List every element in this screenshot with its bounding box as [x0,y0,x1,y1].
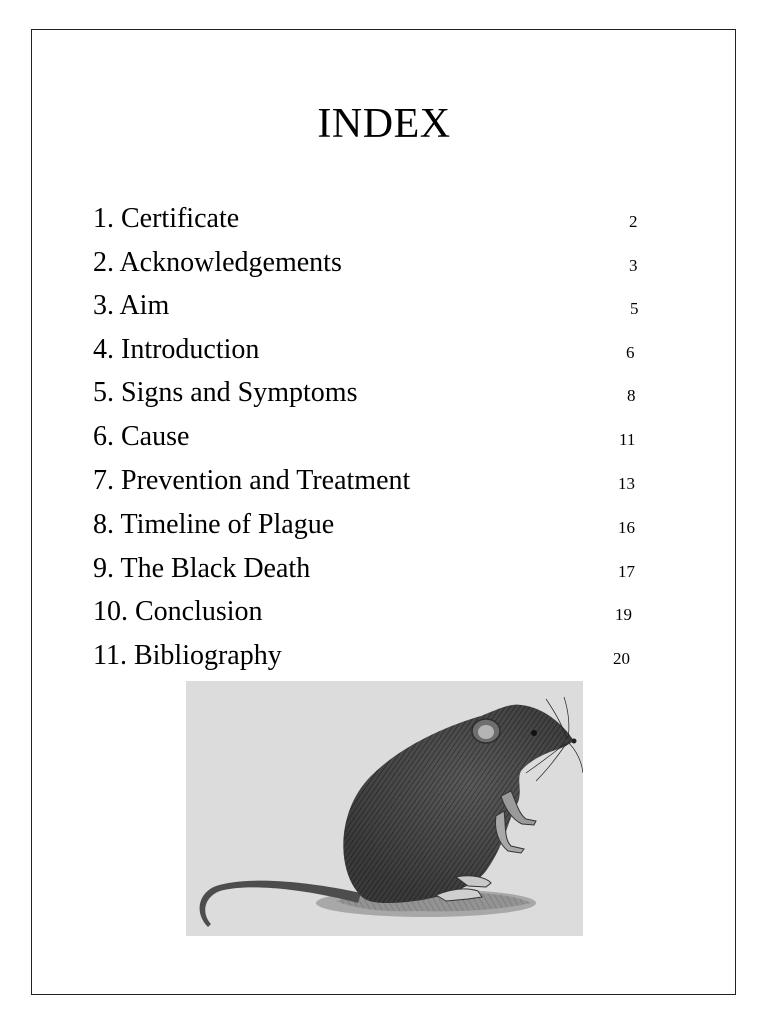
rat-engraving-icon [186,681,583,936]
toc-entry-introduction [93,327,653,367]
toc-entry-label: 7. Prevention and Treatment [93,465,411,496]
toc-entry-label: 1. Certificate [93,203,240,234]
toc-entry-certificate [93,196,653,236]
toc-entry-signs-and-symptoms [93,370,653,410]
toc-entry-conclusion [93,589,653,629]
toc-entry-page: 16 [618,518,635,537]
toc-entry-label: 8. Timeline of Plague [93,509,335,540]
toc-entry-page: 2 [629,212,638,231]
toc-entry-label: 4. Introduction [93,334,260,365]
toc-entry-cause [93,414,653,454]
toc-entry-label: 5. Signs and Symptoms [93,377,358,408]
toc-entry-label: 6. Cause [93,421,190,452]
toc-entry-page: 20 [613,649,630,668]
toc-entry-label: 10. Conclusion [93,596,263,627]
toc-entry-acknowledgements [93,240,653,280]
toc-entry-page: 13 [618,474,635,493]
toc-entry-label: 11. Bibliography [93,640,282,671]
toc-entry-page: 6 [626,343,635,362]
toc-entry-page: 3 [629,256,638,275]
toc-entry-label: 9. The Black Death [93,553,311,584]
page-title: INDEX [317,101,451,147]
toc-entry-timeline-of-plague [93,502,653,542]
toc-entry-bibliography [93,633,653,673]
toc-entry-page: 17 [618,562,635,581]
rat-illustration [186,681,583,936]
toc-entry-the-black-death [93,546,653,586]
toc-entry-page: 8 [627,386,636,405]
toc-entry-label: 2. Acknowledgements [93,247,342,278]
toc-entry-page: 19 [615,605,632,624]
toc-entry-prevention-and-treatment [93,458,653,498]
toc-entry-aim [93,283,653,323]
toc-entry-page: 5 [630,299,639,318]
toc-entry-page: 11 [619,430,636,449]
toc-entry-label: 3. Aim [93,290,170,321]
